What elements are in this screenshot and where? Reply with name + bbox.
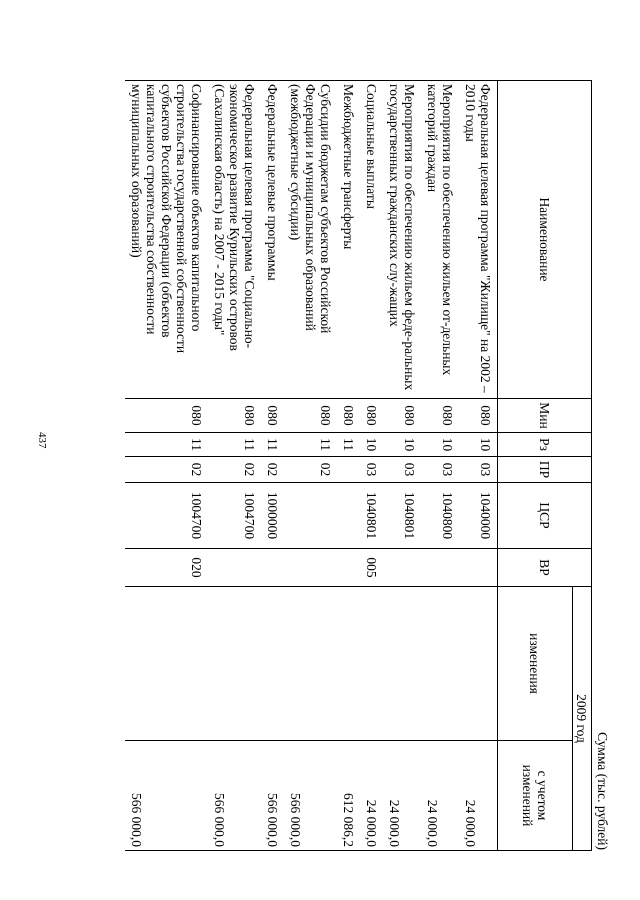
table-body bbox=[125, 81, 498, 851]
row-changes-cell bbox=[421, 587, 459, 741]
row-min-cell: 080 bbox=[337, 399, 360, 433]
header-min: Мин bbox=[498, 399, 592, 433]
row-vr-cell bbox=[208, 549, 261, 587]
row-min-cell: 080 bbox=[261, 399, 284, 433]
row-name-cell: Софинансирование объектов капитального строительства государственной собственности субъектов Российской Федерации (объектов капитального строительства собственности муниципальных образований) bbox=[125, 81, 208, 399]
table-row bbox=[383, 81, 421, 851]
header-vr: ВР bbox=[498, 549, 592, 587]
row-pr-cell: 02 bbox=[208, 457, 261, 483]
row-rz-cell: 11 bbox=[261, 433, 284, 457]
table-row bbox=[284, 81, 337, 851]
row-csr-cell: 1040800 bbox=[421, 483, 459, 549]
table-row bbox=[360, 81, 383, 851]
row-name-cell: Федеральная целевая программа "Социально-экономическое развитие Курильских островов (Сахалинская область) на 2007 - 2015 годы" bbox=[208, 81, 261, 399]
row-pr-cell: 02 bbox=[261, 457, 284, 483]
row-pr-cell: 02 bbox=[284, 457, 337, 483]
row-with-changes-cell: 566 000,0 bbox=[125, 741, 208, 851]
row-csr-cell: 1000000 bbox=[261, 483, 284, 549]
row-changes-cell bbox=[337, 587, 360, 741]
row-changes-cell bbox=[208, 587, 261, 741]
document-sheet bbox=[90, 80, 610, 850]
row-min-cell: 080 bbox=[421, 399, 459, 433]
table-row bbox=[459, 81, 498, 851]
row-csr-cell: 1004700 bbox=[208, 483, 261, 549]
row-with-changes-cell: 24 000,0 bbox=[421, 741, 459, 851]
row-with-changes-cell: 566 000,0 bbox=[208, 741, 261, 851]
table-row bbox=[125, 81, 208, 851]
row-rz-cell: 11 bbox=[208, 433, 261, 457]
row-name-cell: Федеральная целевая программа "Жилище" на 2002 – 2010 годы bbox=[459, 81, 498, 399]
row-changes-cell bbox=[459, 587, 498, 741]
row-with-changes-cell: 566 000,0 bbox=[261, 741, 284, 851]
row-with-changes-cell: 24 000,0 bbox=[383, 741, 421, 851]
row-changes-cell bbox=[284, 587, 337, 741]
row-min-cell: 080 bbox=[459, 399, 498, 433]
row-pr-cell: 03 bbox=[459, 457, 498, 483]
header-rz: Рз bbox=[498, 433, 592, 457]
header-year: 2009 год bbox=[573, 587, 592, 851]
row-min-cell: 080 bbox=[284, 399, 337, 433]
table-row bbox=[421, 81, 459, 851]
table-row bbox=[337, 81, 360, 851]
row-vr-cell bbox=[421, 549, 459, 587]
row-pr-cell: 02 bbox=[125, 457, 208, 483]
row-with-changes-cell: 24 000,0 bbox=[360, 741, 383, 851]
row-vr-cell bbox=[284, 549, 337, 587]
budget-table bbox=[125, 80, 592, 851]
row-vr-cell bbox=[459, 549, 498, 587]
table-row bbox=[208, 81, 261, 851]
row-csr-cell: 1040801 bbox=[383, 483, 421, 549]
row-csr-cell: 1040801 bbox=[360, 483, 383, 549]
row-with-changes-cell: 612 086,2 bbox=[337, 741, 360, 851]
units-note: Сумма (тыс. рублей) bbox=[595, 732, 610, 850]
row-name-cell: Мероприятия по обеспечению жильем феде-ральных государственных гражданских слу-жащих bbox=[383, 81, 421, 399]
row-with-changes-cell: 24 000,0 bbox=[459, 741, 498, 851]
row-vr-cell bbox=[261, 549, 284, 587]
row-changes-cell bbox=[125, 587, 208, 741]
row-rz-cell: 10 bbox=[383, 433, 421, 457]
header-csr: ЦСР bbox=[498, 483, 592, 549]
page-number: 437 bbox=[36, 432, 48, 449]
row-changes-cell bbox=[360, 587, 383, 741]
row-vr-cell bbox=[383, 549, 421, 587]
row-min-cell: 080 bbox=[383, 399, 421, 433]
row-pr-cell: 03 bbox=[421, 457, 459, 483]
row-name-cell: Мероприятия по обеспечению жильем от-дельных категорий граждан bbox=[421, 81, 459, 399]
header-name: Наименование bbox=[498, 81, 592, 399]
row-changes-cell bbox=[261, 587, 284, 741]
header-pr: ПР bbox=[498, 457, 592, 483]
row-rz-cell: 11 bbox=[125, 433, 208, 457]
row-pr-cell bbox=[337, 457, 360, 483]
row-csr-cell bbox=[284, 483, 337, 549]
header-with-changes: с учетом изменений bbox=[498, 741, 573, 851]
row-pr-cell: 03 bbox=[360, 457, 383, 483]
row-rz-cell: 10 bbox=[421, 433, 459, 457]
row-name-cell: Федеральные целевые программы bbox=[261, 81, 284, 399]
row-min-cell: 080 bbox=[125, 399, 208, 433]
row-name-cell: Социальные выплаты bbox=[360, 81, 383, 399]
row-vr-cell: 020 bbox=[125, 549, 208, 587]
row-min-cell: 080 bbox=[360, 399, 383, 433]
row-min-cell: 080 bbox=[208, 399, 261, 433]
table-row bbox=[261, 81, 284, 851]
row-csr-cell: 1004700 bbox=[125, 483, 208, 549]
row-csr-cell bbox=[337, 483, 360, 549]
row-pr-cell: 03 bbox=[383, 457, 421, 483]
row-with-changes-cell: 566 000,0 bbox=[284, 741, 337, 851]
row-changes-cell bbox=[383, 587, 421, 741]
row-rz-cell: 11 bbox=[337, 433, 360, 457]
row-csr-cell: 1040000 bbox=[459, 483, 498, 549]
row-rz-cell: 10 bbox=[360, 433, 383, 457]
row-rz-cell: 11 bbox=[284, 433, 337, 457]
row-vr-cell bbox=[337, 549, 360, 587]
row-rz-cell: 10 bbox=[459, 433, 498, 457]
row-vr-cell: 005 bbox=[360, 549, 383, 587]
header-changes: изменения bbox=[498, 587, 573, 741]
row-name-cell: Субсидии бюджетам субъектов Российской Федерации и муниципальных образований (межбюджетные субсидии) bbox=[284, 81, 337, 399]
row-name-cell: Межбюджетные трансферты bbox=[337, 81, 360, 399]
